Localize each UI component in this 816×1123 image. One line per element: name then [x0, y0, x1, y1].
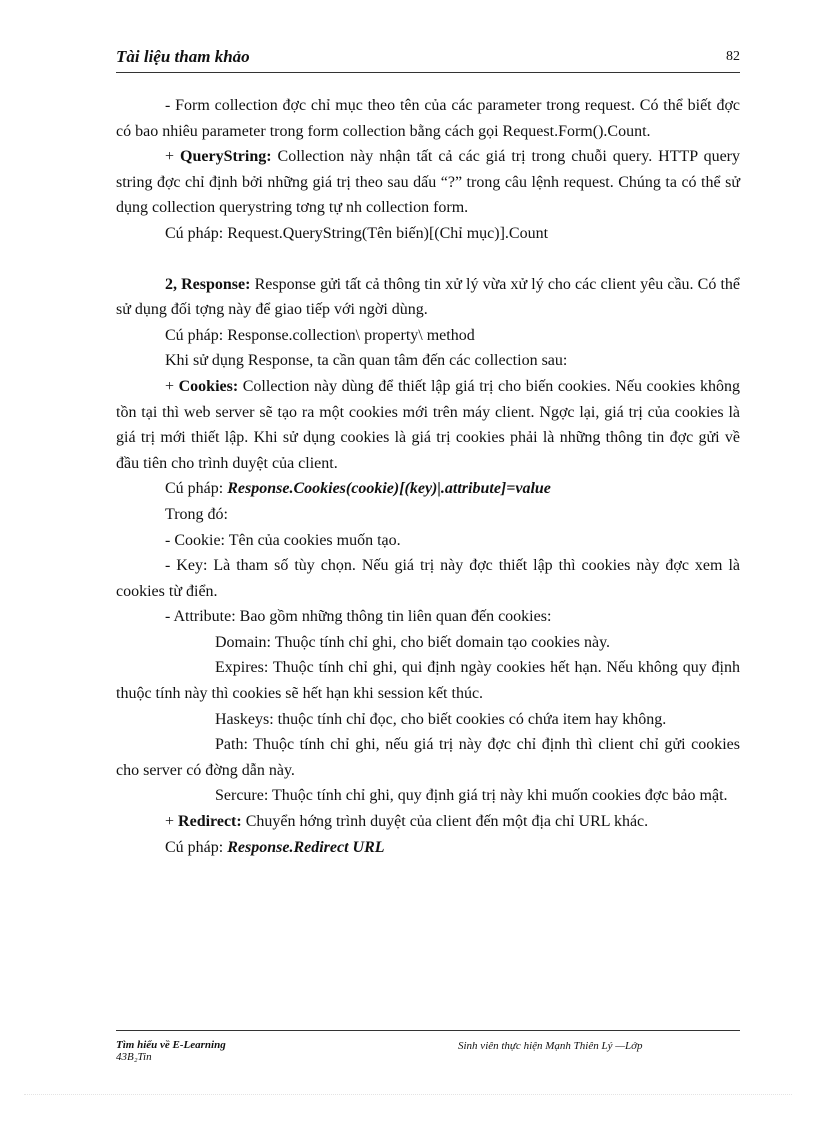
- cookies-syntax-code: Response.Cookies(cookie)[(key)|.attribute]=value: [227, 480, 551, 498]
- attribute-path: Path: Thuộc tính chỉ ghi, nếu giá trị này đợc chỉ định thì client chỉ gửi cookies cho server có đờng dẫn này.: [116, 736, 740, 779]
- term-cookies: Cookies:: [178, 377, 239, 395]
- paragraph-querystring: + QueryString: Collection này nhận tất cả các giá trị trong chuỗi query. HTTP query string đợc chỉ định bởi những giá trị theo sau dấu “?” trong câu lệnh request. Chúng ta có thể sử dụng collection querystring tơng tự nh collection form.: [116, 148, 741, 217]
- attribute-domain: Domain: Thuộc tính chỉ ghi, cho biết domain tạo cookies này.: [215, 633, 611, 651]
- paragraph-collections-intro: Khi sử dụng Response, ta cần quan tâm đến các collection sau:: [165, 352, 568, 370]
- list-item-cookie: - Cookie: Tên của cookies muốn tạo.: [165, 531, 401, 549]
- syntax-cookies: Cú pháp: Response.Cookies(cookie)[(key)|.attribute]=value: [165, 480, 551, 498]
- redirect-syntax-code: Response.Redirect URL: [227, 838, 385, 856]
- attribute-haskeys: Haskeys: thuộc tính chỉ đọc, cho biết cookies có chứa item hay không.: [215, 710, 667, 728]
- attribute-expires: Expires: Thuộc tính chỉ ghi, qui định ngày cookies hết hạn. Nếu không quy định thuộc tính này thì cookies sẽ hết hạn khi session kết thúc.: [116, 659, 740, 703]
- syntax-querystring: Cú pháp: Request.QueryString(Tên biến)[(Chỉ mục)].Count: [165, 224, 549, 242]
- header-title: Tài liệu tham khảo: [116, 47, 250, 66]
- paragraph-cookies: + Cookies: Collection này dùng để thiết lập giá trị cho biến cookies. Nếu cookies không tồn tại thì web server sẽ tạo ra một cookies mới trên máy client. Ngợc lại, giá trị của cookies là giá trị mới thiết lập. Khi sử dụng cookies là giá trị cookies phải là những thông tin đợc gửi về đầu tiên cho trình duyệt của client.: [116, 377, 740, 472]
- term-querystring: QueryString:: [180, 148, 272, 166]
- syntax-redirect: Cú pháp: Response.Redirect URL: [165, 838, 385, 856]
- paragraph-response: 2, Response: Response gửi tất cả thông tin xử lý vừa xử lý cho các client yêu cầu. Có thể sử dụng đối tợng này để giao tiếp với ngời dùng.: [116, 275, 740, 319]
- syntax-response: Cú pháp: Response.collection\ property\ method: [165, 326, 475, 344]
- list-item-key: - Key: Là tham số tùy chọn. Nếu giá trị này đợc thiết lập thì cookies này đợc xem là cookies từ điển.: [116, 557, 740, 600]
- page-header: [116, 47, 740, 69]
- section-heading-response: 2, Response:: [165, 275, 251, 293]
- page-bottom-border: [24, 1094, 792, 1095]
- footer-left: [116, 1039, 226, 1063]
- footer-divider: [116, 1030, 740, 1031]
- footer-author: Sinh viên thực hiện Mạnh Thiên Lý —Lớp: [458, 1040, 643, 1052]
- paragraph-form-collection: - Form collection đợc chỉ mục theo tên của các parameter trong request. Có thể biết đợc có bao nhiêu parameter trong form collection bằng cách gọi Request.Form().Count.: [116, 97, 740, 140]
- paragraph-redirect: + Redirect: Chuyển hớng trình duyệt của client đến một địa chỉ URL khác.: [165, 813, 649, 831]
- header-divider: [116, 72, 740, 73]
- footer-document-title: Tìm hiểu về E-Learning: [116, 1039, 226, 1051]
- page-number: 82: [726, 49, 740, 64]
- footer-class: 43B₂Tin: [116, 1051, 152, 1063]
- document-body: [116, 93, 740, 860]
- attribute-secure: Sercure: Thuộc tính chỉ ghi, quy định giá trị này khi muốn cookies đợc bảo mật.: [215, 787, 728, 805]
- paragraph-where: Trong đó:: [165, 505, 228, 523]
- list-item-attribute: - Attribute: Bao gồm những thông tin liên quan đến cookies:: [165, 608, 552, 626]
- term-redirect: Redirect:: [178, 813, 242, 831]
